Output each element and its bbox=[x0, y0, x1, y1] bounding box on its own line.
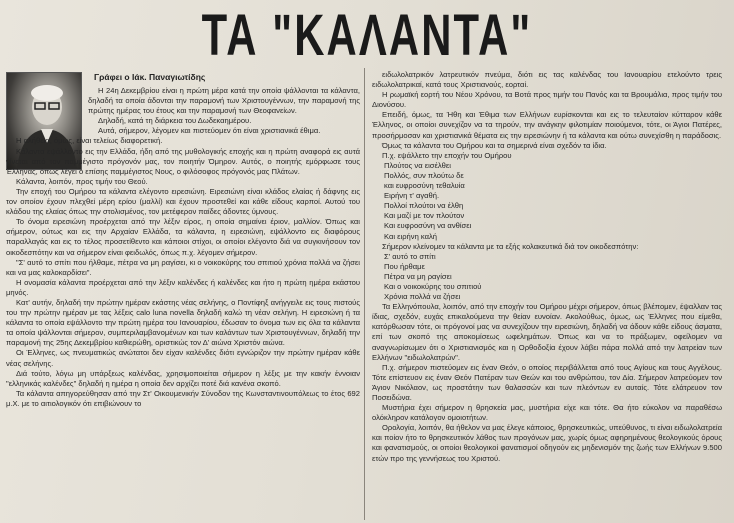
paragraph: ειδωλολατρικόν λατρευτικόν πνεύμα, διότι εις τας καλένδας του Ιανουαρίου ετελούντο τρεις ειδωλολατρικαί, κατά τους Χριστιανούς, εορταί. bbox=[372, 70, 722, 90]
byline: Γράφει ο Ιάκ. Παναγιωτίδης bbox=[94, 72, 206, 82]
paragraph: Τα Ελληνόπουλα, λοιπόν, από την εποχήν του Ομήρου μέχρι σήμερον, όπως βλέπομεν, έψαλλαν τας ίδιας, σχεδόν, ευχάς επικαλούμενα την θείαν ευνοίαν. Ακολούθως, όμως, ως Έλληνες που είμεθα, κατόρθωσαν τότε, οι πρόγονοί μας να συνεχίζουν την ειρεσιώνη, δηλαδή να άδουν κάθε είδους άσματα, επί των σκοπό της αποκομίσεως ωφελημάτων. Όπως και να το πράξωμεν, οφείλομεν να αναγνωρίσωμεν ότι ο Χριστιανισμός και η Ορθοδοξία έχουν λάβει πάρα πολλά από την λατρείαν των Ελλήνων "ειδωλολατρών". bbox=[372, 302, 722, 362]
paragraph: Όμως τα κάλαντα του Ομήρου και τα σημερινά είναι σχεδόν τα ίδια. bbox=[382, 140, 607, 150]
poem-line: Που ήρθαμε bbox=[384, 261, 425, 271]
poem-line: Πέτρα να μη ραγίσει bbox=[384, 271, 452, 281]
paragraph: Π.χ. εψάλλετο την εποχήν του Ομήρου bbox=[382, 150, 512, 160]
paragraph: Επειδή, όμως, τα Ήθη και Έθιμα των Ελλήνων ευρίσκονται και εις το τελευταίον κύτταρον κάθε Έλληνος, οι οποίοι συνεχίζον να τα τηρούν, την ανάγκην φιλοτιμίαν ποιούμενοι, τότε, οι Άγιοι Πατέρες, προσήρμοσαν και χριστιανικά θέματα εις την ειρεσιώνην ή τα κάλαντα και ούτω συνεχίσθη η παράδοσις. bbox=[372, 110, 722, 140]
paragraph: Μυστήρια έχει σήμερον η θρησκεία μας, μυστήρια είχε και τότε. Θα ήτο εύκολον να παραθέσω ολόκληρον κατάλογον ομοιοτήτων. bbox=[372, 403, 722, 423]
poem-line: Χρόνια πολλά να ζήσει bbox=[384, 292, 461, 302]
poem-line: Και ευφροσύνη να ανθίσει bbox=[384, 221, 472, 231]
paragraph: Κάλαντα εψάλλοντο εις την Ελλάδα, ήδη από της μυθολογικής εποχής και η πρώτη αναφορά εις αυτά γίνεται από τον παμμέγιστο πρόγονόν μας, τον ποιητήν Όμηρον. Αυτός, ο ποιητής εμόρφωσε τους Έλληνας, όπως λέγει ο επίσης παμμέγιστος Νους, ο φιλόσοφος πρόγονός μας Πλάτων. bbox=[6, 146, 360, 176]
paragraph: Αυτά, σήμερον, λέγομεν και πιστεύομεν ότι είναι χριστιανικά έθιμα. bbox=[98, 126, 321, 136]
paragraph: Ορολογία, λοιπόν, θα ήθελον να μας έλεγε κάποιος, θρησκευτικώς, υπεύθυνος, τι είναι ειδωλολατρεία και ποίον ήτο το θρησκευτικόν λάθος των προγόνων μας, χωρίς όμως αφηρημένους θεολογικούς όρους και φανατισμούς, οι οποίοι θεολογικοί φανατισμοί οδηγούν εις μηδενισμόν της ζωής των Ελλήνων 9.500 ετών προ της γεννήσεως του Χριστού. bbox=[372, 423, 722, 463]
poem-line: Και ο νοικοκύρης του σπιτιού bbox=[384, 281, 482, 291]
poem-line: και ευφροσύνη τεθαλυία bbox=[384, 181, 465, 191]
poem-line: Σ' αυτό το σπίτι bbox=[384, 251, 436, 261]
paragraph: Η 24η Δεκεμβρίου είναι η πρώτη μέρα κατά την οποία ψάλλονται τα κάλαντα, δηλαδή τα οποία άδονται την παραμονή των Χριστουγέννων, την παραμονή της πρώτης ημέρας του έτους και την παραμονή των Θεοφανείων. bbox=[88, 86, 360, 116]
poem-line: Και μαζί με τον πλούτον bbox=[384, 211, 465, 221]
poem-line: Και ειρήνη καλή bbox=[384, 231, 438, 241]
paragraph: Δηλαδή, κατά τη διάρκεια του Δωδεκαημέρου. bbox=[98, 116, 252, 126]
paragraph: Η ρωμαϊκή εορτή του Νέου Χρόνου, τα Βοτά προς τιμήν του Πανός και τα Βρουμάλια, προς τιμήν του Διονύσου. bbox=[372, 90, 722, 110]
paragraph: Το όνομα ειρεσιώνη προέρχεται από την λέξιν είρος, η οποία σημαίνει έριον, μαλλίον. Όπως και σήμερον, ούτως και εις την Αρχαίαν Ελλάδα, τα κάλαντα, η ειρεσιώνη, εψάλλοντο εις διαφόρους παραλλαγάς και εις το τέλος προσετίθεντο και κάποιοι στίχοι, οι οποίοι ελέγοντο διά να συγκινήσουν τον οικοδεσπότην και να σήμερον είναι φειδωλός, όπως π.χ. λέγομεν σήμερον. bbox=[6, 217, 360, 257]
paragraph: Την εποχή του Ομήρου τα κάλαντα ελέγοντο ειρεσιώνη. Ειρεσιώνη είναι κλάδος ελαίας ή δάφνης εις τον οποίον έχουν πλεχθεί μέρη ερίου (μαλλί) και έχουν προστεθεί και κάθε είδους καρποί. Αυτού του κλάδου της ελαίας όπως την στολισμένος, τον μετέφερον παίδες άδοντες ύμνους. bbox=[6, 186, 360, 217]
paragraph: Σήμερον κλείνομεν τα κάλαντα με τα εξής κολακευτικά διά τον οικοδεσπότην: bbox=[382, 241, 639, 251]
paragraph: Κατ' αυτήν, δηλαδή την πρώτην ημέραν εκάστης νέας σελήνης, ο Ποντίφηξ ανήγγειλε εις τους πιστούς του την πρώτην ημέραν με τας λέξεις calo luna novella δηλαδή καλώ τη νέαν σελήνη. Η ειρεσιώνη ή τα κάλαντα το οποία εψάλλοντο την πρώτη ημέρα του Ιανουαρίου, έδωσαν το όνομα των εις όλα τα κάλαντα τα οποία ψάλλονται σήμερον, συμπεριλαμβανομένων και των καλάντων των Χριστουγέννων, δηλαδή την παραμονή της 25ης Δεκεμβρίου καθιερώθη, οριστικώς τον Δ' αιώνα Χριστόν αιώνα. bbox=[6, 297, 360, 348]
column-divider bbox=[364, 68, 365, 520]
paragraph: "Σ' αυτό το σπίτι που ήλθαμε, πέτρα να μη ραγίσει, κι ο νοικοκύρης του σπιτιού χρόνια πολλά να ζήσει και να μας καλοκαρδίσει". bbox=[6, 257, 360, 277]
right-column bbox=[372, 70, 722, 464]
poem-line: Ειρήνη τ' αγαθή. bbox=[384, 191, 440, 201]
article-title: ΤΑ "ΚΑΛΑΝΤΑ" bbox=[201, 3, 533, 68]
paragraph: Οι Έλληνες, ως πνευματικώς ανώτατοι δεν είχαν καλένδες διότι εγνώριζον την πρώτην ημέραν κάθε νέας σελήνης. bbox=[6, 348, 360, 368]
paragraph: Τα κάλαντα απηγορεύθησαν από την Στ' Οικουμενικήν Σύνοδον της Κωνσταντινουπόλεως το έτος 692 μ.Χ. με το αιτιολογικόν ότι επιβιώνουν το bbox=[6, 388, 360, 408]
poem-line: Πολλός, συν πλούτω δε bbox=[384, 170, 464, 180]
poem-line: Πλούτος να εισέλθει bbox=[384, 160, 451, 170]
paragraph: Π.χ. σήμερον πιστεύομεν εις έναν Θεόν, ο οποίος περιβάλλεται από τους Αγίους και τους Αγγέλους. Τότε επίστευον εις έναν Θεόν Πατέραν των Θεών και του ανθρώπου, τον Δία. Σήμερον λατρεύομεν τον Άγιον Νικόλαον, ως προστάτην των θαλασσών και των πλεόντων εν αυταίς. Τότε ελάτρευον τον Ποσειδώνα. bbox=[372, 362, 722, 402]
poem-line: Πολλοί πλούτοι να έλθη bbox=[384, 201, 464, 211]
paragraph: Η ονομασία κάλαντα προέρχεται από την λέξιν καλένδες ή καλένδες και ήτο η πρώτη ημέρα εκάστου μηνός. bbox=[6, 277, 360, 297]
paragraph: Η αλήθεια, όμως, είναι τελείως διαφορετική. bbox=[16, 136, 163, 146]
left-column bbox=[6, 86, 360, 409]
paragraph: Κάλαντα, λοιπόν, προς τιμήν του Θεού. bbox=[16, 176, 148, 186]
paragraph: Διά τούτο, λόγω μη υπάρξεως καλένδας, χρησιμοποιείται σήμερον η λέξις με την κακήν έννοιαν "ελληνικάς καλένδες" δηλαδή η ημέρα η οποία δεν αρχίζει ποτέ διά κανένα σκοπό. bbox=[6, 368, 360, 388]
